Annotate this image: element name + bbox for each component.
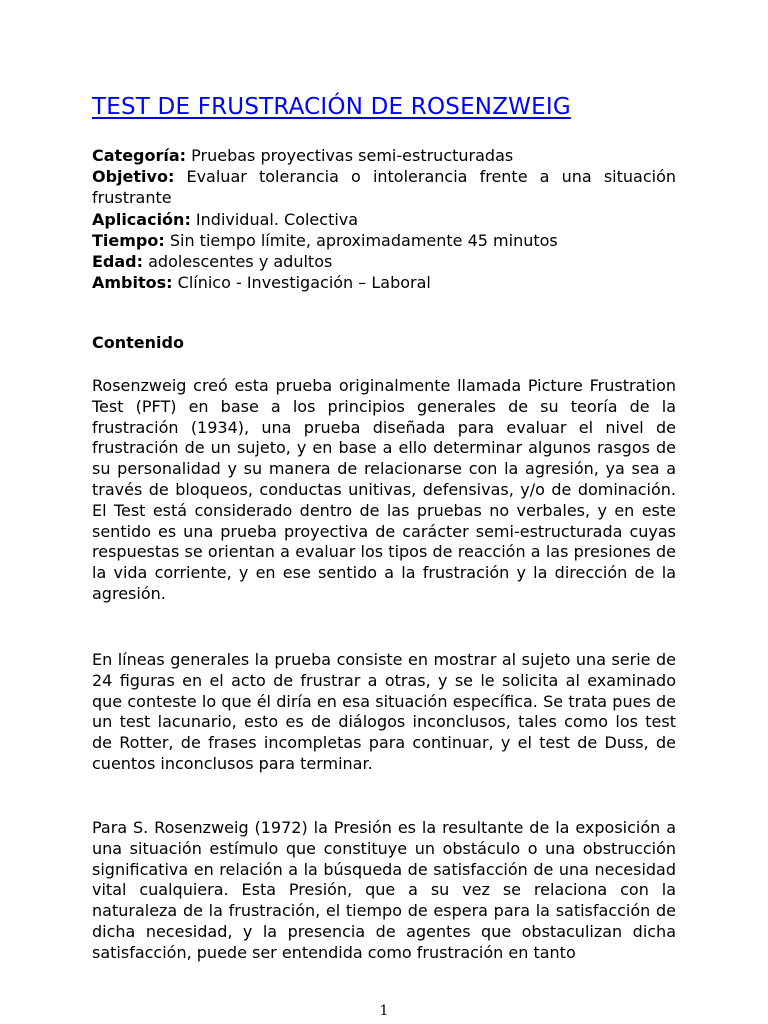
meta-objective	[92, 166, 676, 208]
meta-time	[92, 230, 676, 251]
meta-application-value: Individual. Colectiva	[190, 209, 359, 229]
meta-category	[92, 145, 676, 166]
meta-scope-value: Clínico - Investigación – Laboral	[172, 273, 431, 293]
meta-time-value: Sin tiempo límite, aproximadamente 45 minutos	[164, 230, 558, 250]
meta-age	[92, 251, 676, 272]
document-title: TEST DE FRUSTRACIÓN DE ROSENZWEIG	[92, 94, 571, 120]
meta-age-label: Edad:	[92, 252, 144, 272]
meta-application-label: Aplicación:	[92, 209, 191, 229]
meta-objective-label: Objetivo:	[92, 167, 175, 187]
paragraph: Rosenzweig creó esta prueba originalmente llamada Picture Frustration Test (PFT) en base a los principios generales de su teoría de la frustración (1934), una prueba diseñada para evaluar el nivel de frustración de un sujeto, y en base a ello determinar algunos rasgos de su personalidad y su manera de relacionarse con la agresión, ya sea a través de bloqueos, conductas unitivas, defensivas, y/o de dominación. El Test está considerado dentro de las pruebas no verbales, y en este sentido es una prueba proyectiva de carácter semi-estructurada cuyas respuestas se orientan a evaluar los tipos de reacción a las presiones de la vida corriente, y en ese sentido a la frustración y la dirección de la agresión.	[92, 376, 676, 603]
meta-category-value: Pruebas proyectivas semi-estructuradas	[186, 146, 514, 165]
meta-time-label: Tiempo:	[92, 230, 165, 250]
meta-scope	[92, 272, 676, 293]
paragraph: En líneas generales la prueba consiste en mostrar al sujeto una serie de 24 figuras en el acto de frustrar a otras, y se le solicita al examinado que conteste lo que él diría en esa situación específica. Se trata pues de un test lacunario, esto es de diálogos inconclusos, tales como los test de Rotter, de frases incompletas para continuar, y el test de Duss, de cuentos inconclusos para terminar.	[92, 650, 676, 773]
section-heading: Contenido	[92, 333, 184, 352]
meta-application	[92, 209, 676, 230]
meta-age-value: adolescentes y adultos	[143, 252, 333, 272]
meta-category-label: Categoría:	[92, 146, 187, 165]
meta-objective-value: Evaluar tolerancia o intolerancia frente a una situación frustrante	[92, 167, 676, 208]
paragraph: Para S. Rosenzweig (1972) la Presión es la resultante de la exposición a una situación estímulo que constituye un obstáculo o una obstrucción significativa en relación a la búsqueda de satisfacción de una necesidad vital cualquiera. Esta Presión, que a su vez se relaciona con la naturaleza de la frustración, el tiempo de espera para la satisfacción de dicha necesidad, y la presencia de agentes que obstaculizan dicha satisfacción, puede ser entendida como frustración en tanto	[92, 818, 676, 962]
page-number: 1	[379, 1003, 389, 1019]
metadata-block	[92, 145, 676, 293]
meta-scope-label: Ambitos:	[92, 273, 173, 293]
